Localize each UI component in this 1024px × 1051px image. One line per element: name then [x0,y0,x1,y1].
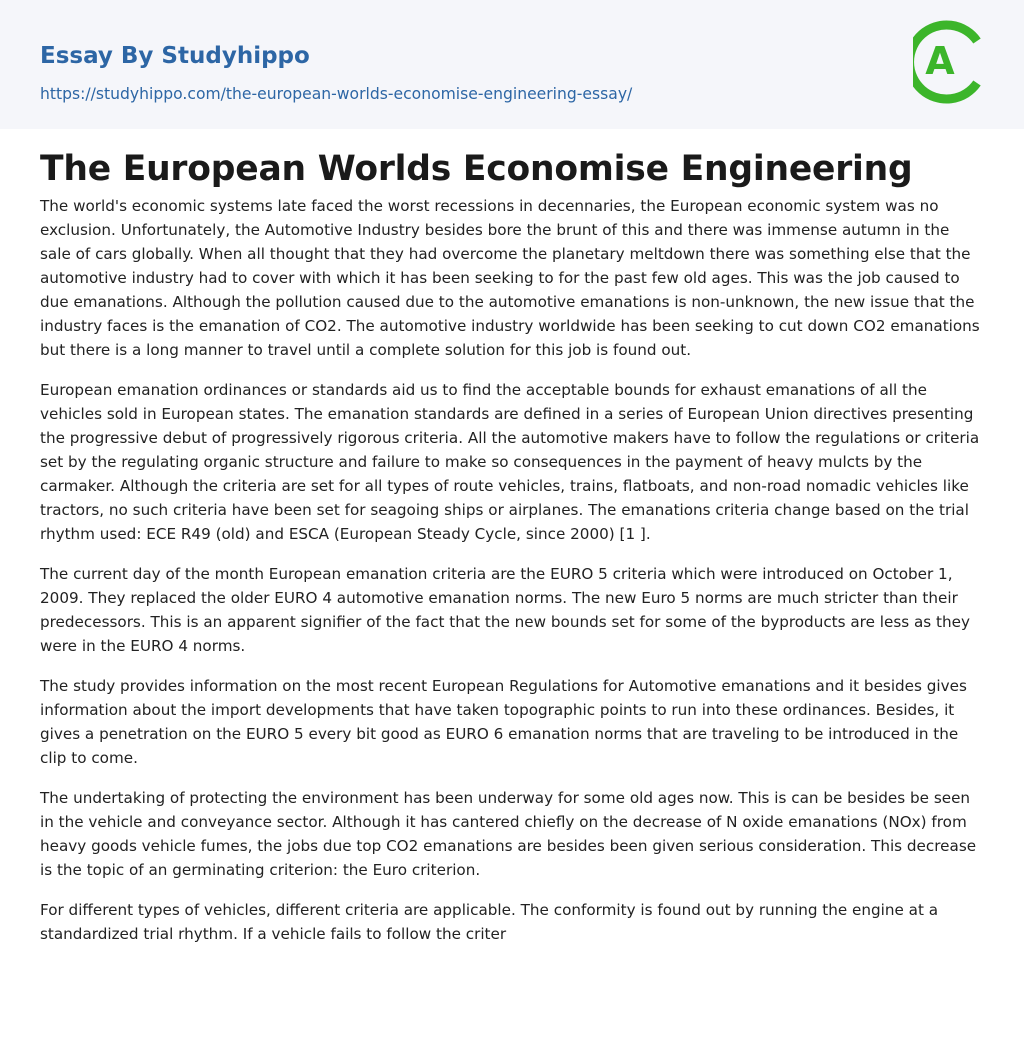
essay-paragraph-6: For different types of vehicles, different criteria are applicable. The conformity is found out by running the engine at a standardized trial rhythm. If a vehicle fails to follow the criter [40,901,939,943]
site-header [0,0,1024,129]
studyhippo-logo-icon[interactable] [913,19,985,105]
essay-body [40,194,984,962]
essay-paragraph-3: The current day of the month European emanation criteria are the EURO 5 criteria which were introduced on October 1, 2009. They replaced the older EURO 4 automotive emanation norms. The new Euro 5 norms are much stricter than their predecessors. This is an apparent signifier of the fact that the new bounds set for some of the byproducts are less as they were in the EURO 4 norms. [40,565,970,655]
essay-paragraph-1: The world's economic systems late faced the worst recessions in decennaries, the European economic system was no exclusion. Unfortunately, the Automotive Industry besides bore the brunt of this and there was immense autumn in the sale of cars globally. When all thought that they had overcome the planetary meltdown there was something else that the automotive industry had to cover with which it has been seeking to for the past few old ages. This was the job caused to due emanations. Although the pollution caused due to the automotive emanations is non-unknown, the new issue that the industry faces is the emanation of CO2. The automotive industry worldwide has been seeking to cut down CO2 emanations but there is a long manner to travel until a complete solution for this job is found out. [40,197,980,359]
essay-title: The European Worlds Economise Engineering [40,149,913,189]
brand-title[interactable]: Essay By Studyhippo [40,43,310,69]
logo-letter: A [925,39,955,83]
essay-url-link[interactable]: https://studyhippo.com/the-european-worlds-economise-engineering-essay/ [40,85,633,103]
essay-paragraph-2: European emanation ordinances or standards aid us to find the acceptable bounds for exhaust emanations of all the vehicles sold in European states. The emanation standards are defined in a series of European Union directives presenting the progressive debut of progressively rigorous criteria. All the automotive makers have to follow the regulations or criteria set by the regulating organic structure and failure to make so consequences in the payment of heavy mulcts by the carmaker. Although the criteria are set for all types of route vehicles, trains, flatboats, and non-road nomadic vehicles like tractors, no such criteria have been set for seagoing ships or airplanes. The emanations criteria change based on the trial rhythm used: ECE R49 (old) and ESCA (European Steady Cycle, since 2000) [1 ]. [40,381,980,543]
essay-paragraph-4: The study provides information on the most recent European Regulations for Automotive emanations and it besides gives information about the import developments that have taken topographic points to run into these ordinances. Besides, it gives a penetration on the EURO 5 every bit good as EURO 6 emanation norms that are traveling to be introduced in the clip to come. [40,677,967,767]
essay-paragraph-5: The undertaking of protecting the environment has been underway for some old ages now. This is can be besides be seen in the vehicle and conveyance sector. Although it has cantered chiefly on the decrease of N oxide emanations (NOx) from heavy goods vehicle fumes, the jobs due top CO2 emanations are besides been given serious consideration. This decrease is the topic of an germinating criterion: the Euro criterion. [40,789,977,879]
